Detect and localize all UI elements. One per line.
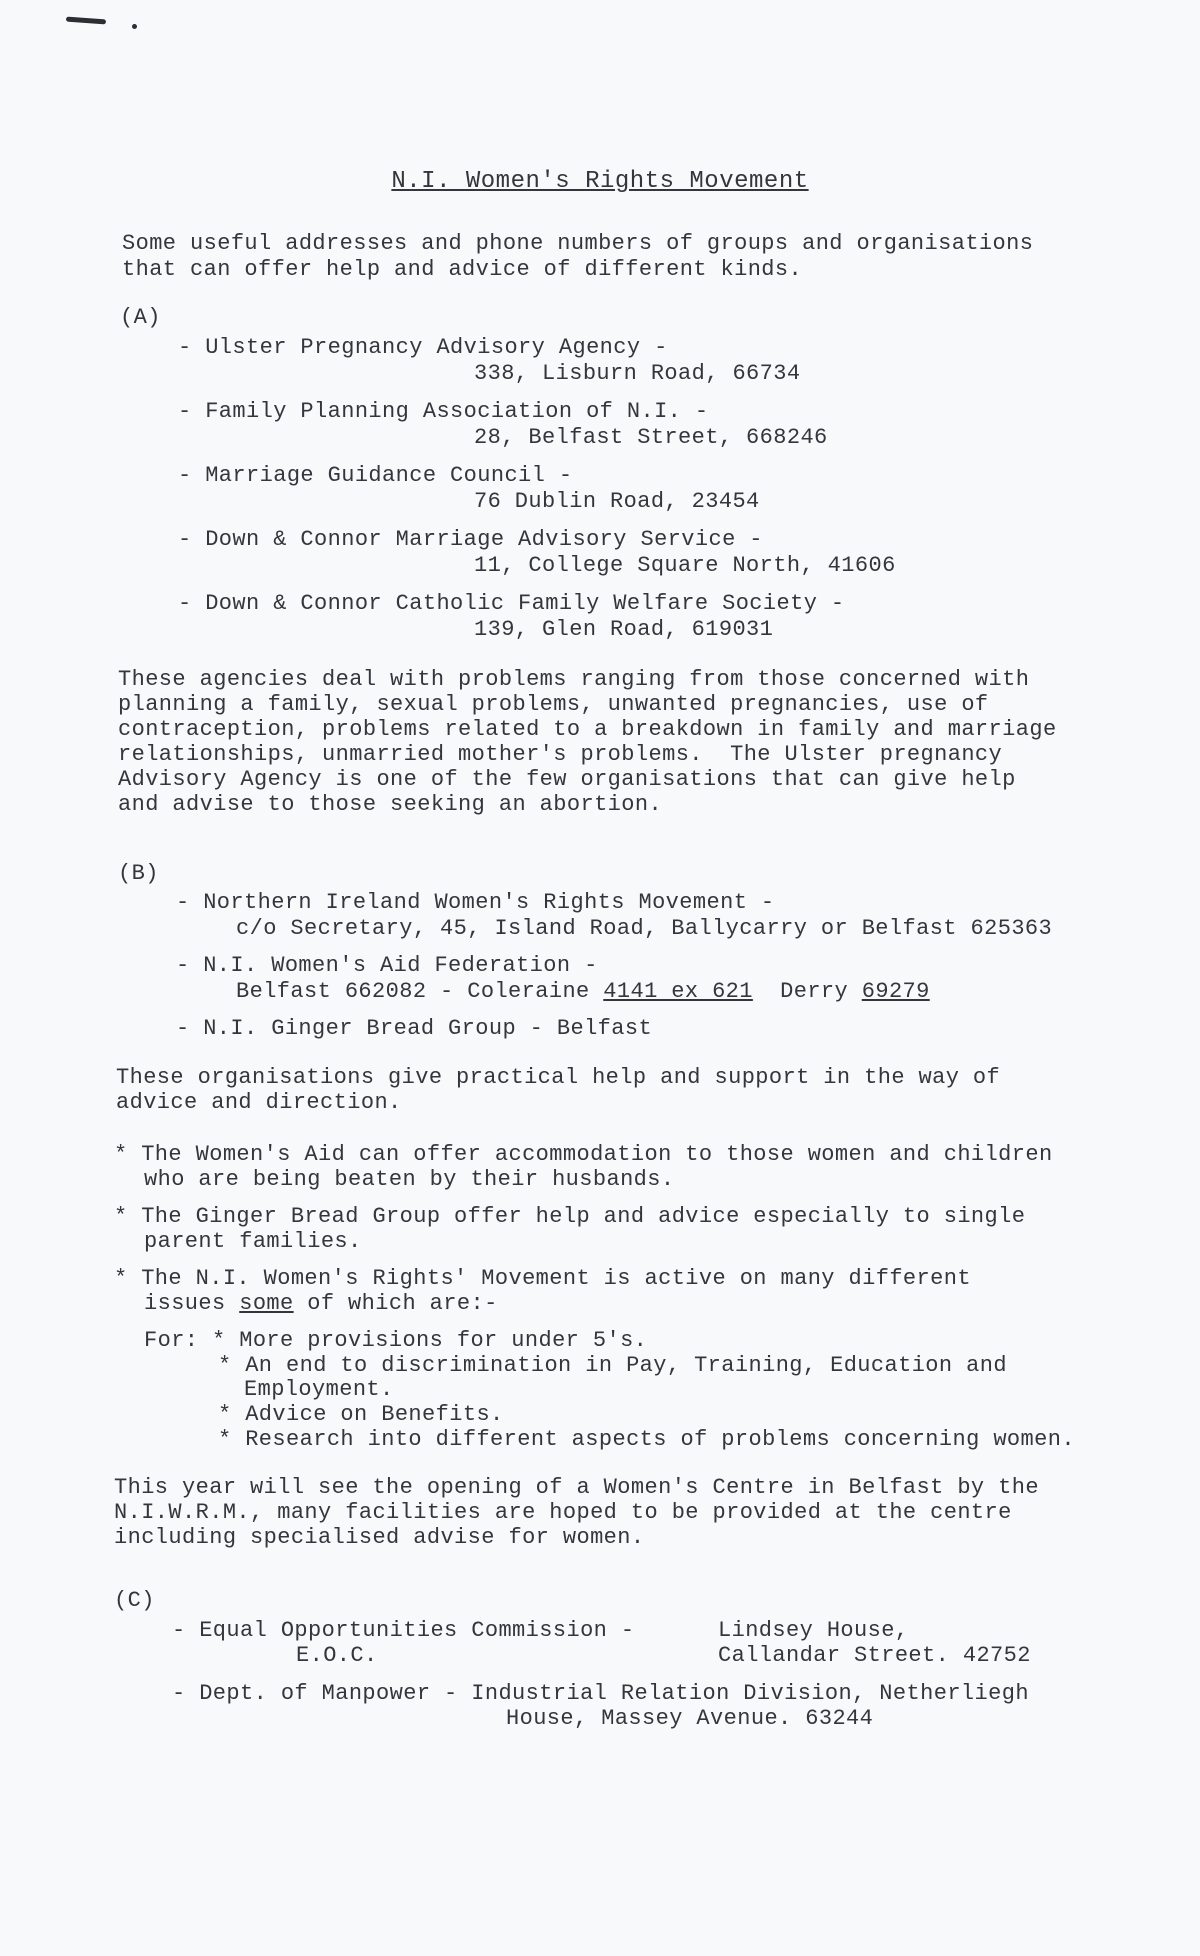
bullet-line: who are being beaten by their husbands. bbox=[144, 1167, 675, 1192]
closing-line: N.I.W.R.M., many facilities are hoped to be provided at the centre bbox=[114, 1500, 1012, 1525]
eoc-abbr: E.O.C. bbox=[296, 1643, 378, 1668]
paragraph-line: Advisory Agency is one of the few organisations that can give help bbox=[118, 767, 1016, 792]
agency-address: 28, Belfast Street, 668246 bbox=[474, 425, 828, 450]
closing-line: including specialised advise for women. bbox=[114, 1525, 645, 1550]
belfast-coleraine-text: Belfast 662082 - Coleraine bbox=[236, 979, 604, 1004]
derry-number: 69279 bbox=[861, 979, 930, 1004]
manpower-line: House, Massey Avenue. 63244 bbox=[506, 1706, 874, 1731]
for-list-item: * Research into different aspects of problems concerning women. bbox=[218, 1427, 1075, 1452]
eoc-address: Callandar Street. 42752 bbox=[718, 1643, 1031, 1668]
for-list-item: * An end to discrimination in Pay, Training, Education and bbox=[218, 1353, 1007, 1378]
intro-line: that can offer help and advice of different kinds. bbox=[122, 257, 803, 282]
intro-line: Some useful addresses and phone numbers of groups and organisations bbox=[122, 231, 1034, 256]
bullet-line: * The Women's Aid can offer accommodation to those women and children bbox=[114, 1142, 1053, 1167]
bullet-line: * The N.I. Women's Rights' Movement is active on many different bbox=[114, 1266, 971, 1291]
agency-name: - Down & Connor Marriage Advisory Service - bbox=[178, 527, 763, 552]
agency-address: 139, Glen Road, 619031 bbox=[474, 617, 774, 642]
paragraph-line: contraception, problems related to a breakdown in family and marriage bbox=[118, 717, 1057, 742]
agency-name: - Down & Connor Catholic Family Welfare Society - bbox=[178, 591, 845, 616]
paragraph-line: These organisations give practical help and support in the way of bbox=[116, 1065, 1001, 1090]
for-list-item: Employment. bbox=[244, 1377, 394, 1402]
org-detail: c/o Secretary, 45, Island Road, Ballycarry or Belfast 625363 bbox=[236, 916, 1053, 941]
eoc-name: - Equal Opportunities Commission - bbox=[172, 1618, 635, 1643]
underlined-some: some bbox=[239, 1291, 294, 1316]
coleraine-number: 4141 ex 621 bbox=[603, 979, 753, 1004]
agency-address: 76 Dublin Road, 23454 bbox=[474, 489, 760, 514]
agency-name: - Ulster Pregnancy Advisory Agency - bbox=[178, 335, 668, 360]
org-name: - Northern Ireland Women's Rights Movement - bbox=[176, 890, 775, 915]
org-detail bbox=[236, 979, 930, 1005]
ink-mark bbox=[66, 17, 106, 25]
bullet-line bbox=[144, 1291, 498, 1317]
for-list-item: * Advice on Benefits. bbox=[218, 1402, 504, 1427]
derry-label: Derry bbox=[780, 979, 862, 1004]
paragraph-line: relationships, unmarried mother's problems. The Ulster pregnancy bbox=[118, 742, 1003, 767]
paragraph-line: These agencies deal with problems ranging from those concerned with bbox=[118, 667, 1030, 692]
bullet-text: of which are:- bbox=[293, 1291, 498, 1316]
document-title: N.I. Women's Rights Movement bbox=[391, 168, 809, 195]
paragraph-line: and advise to those seeking an abortion. bbox=[118, 792, 663, 817]
closing-line: This year will see the opening of a Women's Centre in Belfast by the bbox=[114, 1475, 1039, 1500]
manpower-line: - Dept. of Manpower - Industrial Relation Division, Netherliegh bbox=[172, 1681, 1029, 1706]
bullet-line: * The Ginger Bread Group offer help and advice especially to single bbox=[114, 1204, 1026, 1229]
eoc-address: Lindsey House, bbox=[718, 1618, 909, 1643]
org-name: - N.I. Women's Aid Federation - bbox=[176, 953, 598, 978]
section-b-label: (B) bbox=[118, 861, 159, 886]
for-list-item: For: * More provisions for under 5's. bbox=[144, 1328, 648, 1353]
ink-dot bbox=[132, 24, 137, 29]
bullet-line: parent families. bbox=[144, 1229, 362, 1254]
agency-address: 338, Lisburn Road, 66734 bbox=[474, 361, 801, 386]
agency-name: - Marriage Guidance Council - bbox=[178, 463, 573, 488]
org-name: - N.I. Ginger Bread Group - Belfast bbox=[176, 1016, 653, 1041]
paragraph-line: planning a family, sexual problems, unwanted pregnancies, use of bbox=[118, 692, 989, 717]
agency-address: 11, College Square North, 41606 bbox=[474, 553, 896, 578]
paragraph-line: advice and direction. bbox=[116, 1090, 402, 1115]
section-c-label: (C) bbox=[114, 1588, 155, 1613]
bullet-text: issues bbox=[144, 1291, 240, 1316]
agency-name: - Family Planning Association of N.I. - bbox=[178, 399, 709, 424]
section-a-label: (A) bbox=[120, 305, 161, 330]
